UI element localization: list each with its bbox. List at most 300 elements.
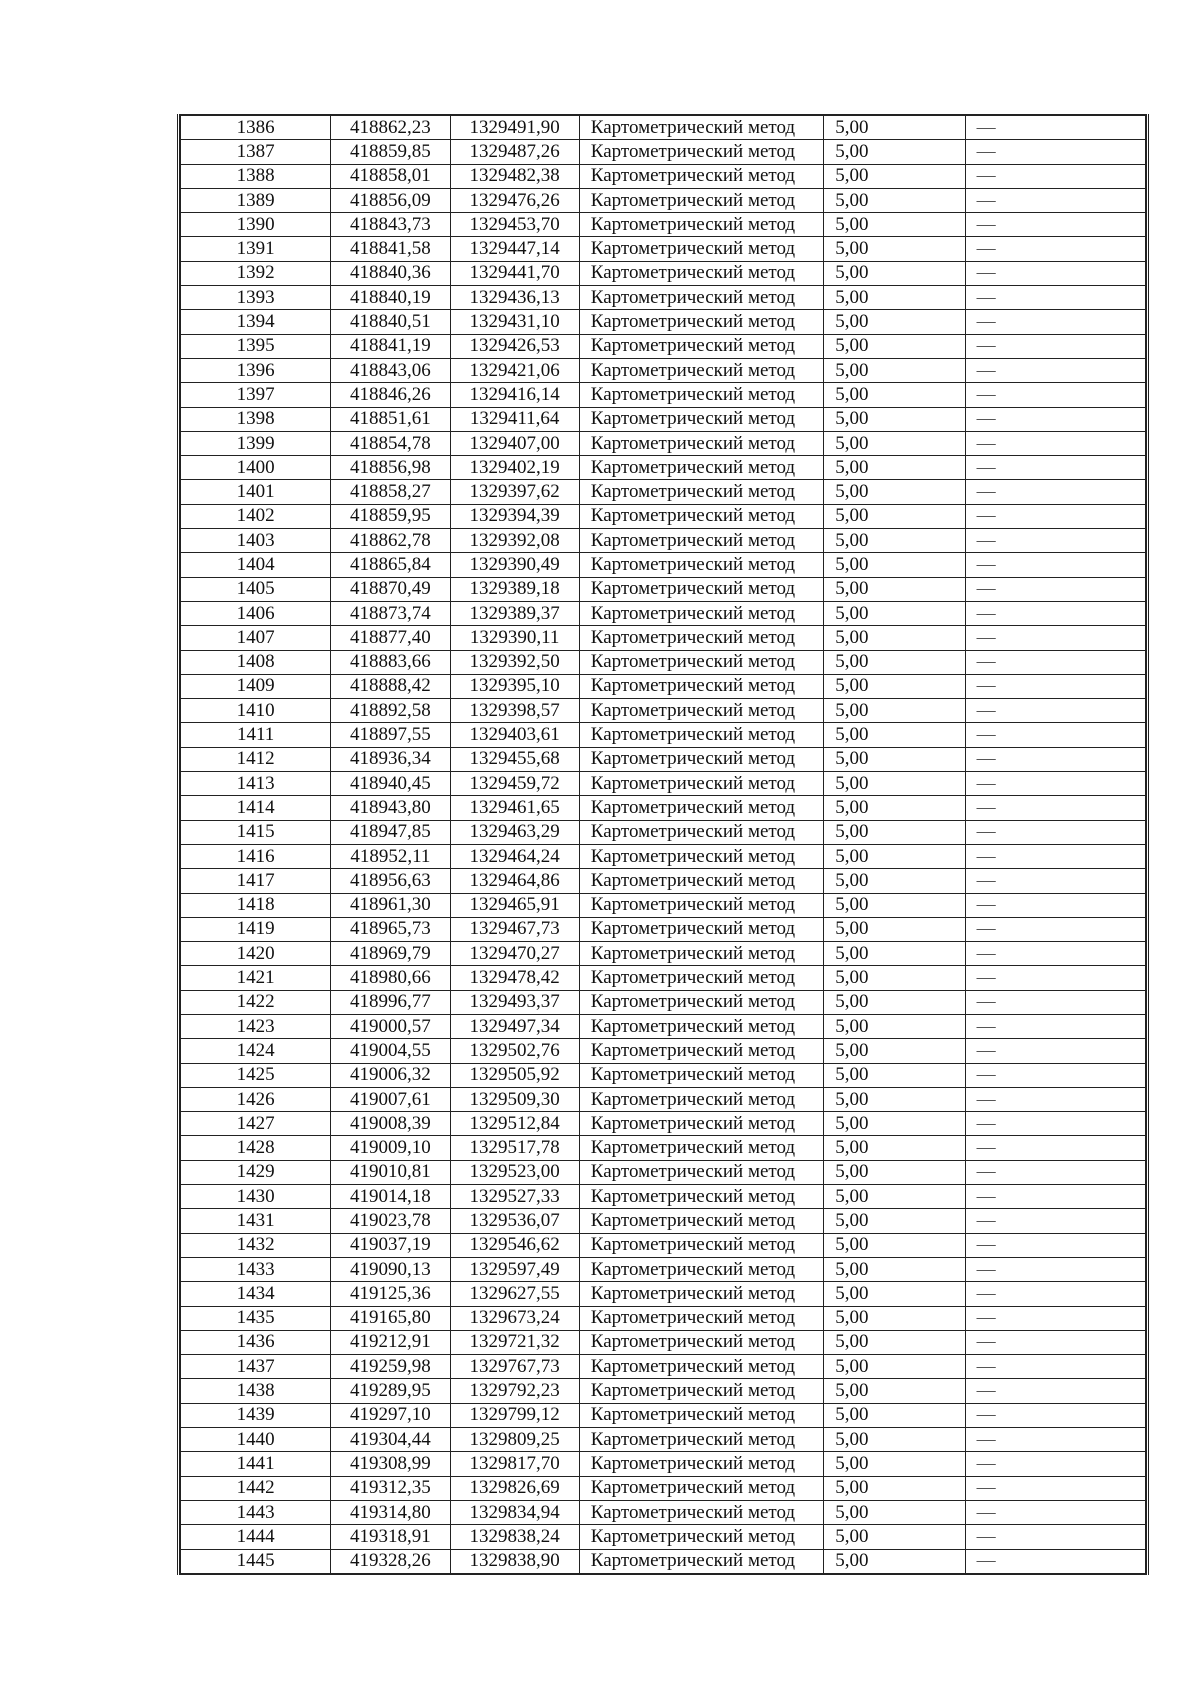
point-number-cell: 1422	[181, 990, 331, 1014]
description-cell: —	[965, 164, 1145, 188]
method-cell: Картометрический метод	[579, 286, 824, 310]
description-cell: —	[965, 942, 1145, 966]
method-cell: Картометрический метод	[579, 747, 824, 771]
description-cell: —	[965, 577, 1145, 601]
y-coordinate-cell: 1329403,61	[450, 723, 579, 747]
table-row	[181, 844, 1146, 868]
y-coordinate-cell: 1329497,34	[450, 1014, 579, 1038]
point-number-cell: 1427	[181, 1112, 331, 1136]
accuracy-cell: 5,00	[824, 261, 965, 285]
description-cell: —	[965, 1039, 1145, 1063]
x-coordinate-cell: 418940,45	[331, 772, 450, 796]
description-cell: —	[965, 1233, 1145, 1257]
accuracy-cell: 5,00	[824, 990, 965, 1014]
x-coordinate-cell: 418862,23	[331, 115, 450, 140]
method-cell: Картометрический метод	[579, 480, 824, 504]
table-row	[181, 1160, 1146, 1184]
point-number-cell: 1444	[181, 1525, 331, 1549]
accuracy-cell: 5,00	[824, 1428, 965, 1452]
x-coordinate-cell: 418840,19	[331, 286, 450, 310]
table-row	[181, 1306, 1146, 1330]
x-coordinate-cell: 418856,98	[331, 456, 450, 480]
method-cell: Картометрический метод	[579, 723, 824, 747]
point-number-cell: 1443	[181, 1500, 331, 1524]
point-number-cell: 1432	[181, 1233, 331, 1257]
description-cell: —	[965, 1306, 1145, 1330]
y-coordinate-cell: 1329389,18	[450, 577, 579, 601]
table-row	[181, 1185, 1146, 1209]
point-number-cell: 1437	[181, 1355, 331, 1379]
method-cell: Картометрический метод	[579, 626, 824, 650]
method-cell: Картометрический метод	[579, 1306, 824, 1330]
description-cell: —	[965, 966, 1145, 990]
point-number-cell: 1392	[181, 261, 331, 285]
method-cell: Картометрический метод	[579, 917, 824, 941]
point-number-cell: 1415	[181, 820, 331, 844]
accuracy-cell: 5,00	[824, 286, 965, 310]
accuracy-cell: 5,00	[824, 1112, 965, 1136]
method-cell: Картометрический метод	[579, 893, 824, 917]
accuracy-cell: 5,00	[824, 431, 965, 455]
description-cell: —	[965, 1112, 1145, 1136]
coordinates-table-frame	[177, 114, 1149, 1575]
method-cell: Картометрический метод	[579, 942, 824, 966]
point-number-cell: 1421	[181, 966, 331, 990]
y-coordinate-cell: 1329505,92	[450, 1063, 579, 1087]
description-cell: —	[965, 626, 1145, 650]
table-row	[181, 650, 1146, 674]
x-coordinate-cell: 418947,85	[331, 820, 450, 844]
x-coordinate-cell: 418897,55	[331, 723, 450, 747]
x-coordinate-cell: 418936,34	[331, 747, 450, 771]
table-row	[181, 772, 1146, 796]
y-coordinate-cell: 1329478,42	[450, 966, 579, 990]
point-number-cell: 1411	[181, 723, 331, 747]
x-coordinate-cell: 419318,91	[331, 1525, 450, 1549]
y-coordinate-cell: 1329817,70	[450, 1452, 579, 1476]
point-number-cell: 1412	[181, 747, 331, 771]
table-row	[181, 1452, 1146, 1476]
x-coordinate-cell: 419125,36	[331, 1282, 450, 1306]
point-number-cell: 1395	[181, 334, 331, 358]
table-row	[181, 601, 1146, 625]
point-number-cell: 1410	[181, 699, 331, 723]
y-coordinate-cell: 1329627,55	[450, 1282, 579, 1306]
x-coordinate-cell: 418840,51	[331, 310, 450, 334]
point-number-cell: 1429	[181, 1160, 331, 1184]
y-coordinate-cell: 1329826,69	[450, 1476, 579, 1500]
table-row	[181, 358, 1146, 382]
accuracy-cell: 5,00	[824, 796, 965, 820]
method-cell: Картометрический метод	[579, 456, 824, 480]
point-number-cell: 1396	[181, 358, 331, 382]
point-number-cell: 1409	[181, 674, 331, 698]
description-cell: —	[965, 213, 1145, 237]
coordinates-table	[180, 114, 1146, 1575]
point-number-cell: 1445	[181, 1549, 331, 1574]
y-coordinate-cell: 1329464,24	[450, 844, 579, 868]
description-cell: —	[965, 310, 1145, 334]
accuracy-cell: 5,00	[824, 723, 965, 747]
point-number-cell: 1405	[181, 577, 331, 601]
method-cell: Картометрический метод	[579, 990, 824, 1014]
point-number-cell: 1400	[181, 456, 331, 480]
method-cell: Картометрический метод	[579, 1452, 824, 1476]
y-coordinate-cell: 1329463,29	[450, 820, 579, 844]
description-cell: —	[965, 407, 1145, 431]
x-coordinate-cell: 419314,80	[331, 1500, 450, 1524]
accuracy-cell: 5,00	[824, 1257, 965, 1281]
accuracy-cell: 5,00	[824, 601, 965, 625]
description-cell: —	[965, 1403, 1145, 1427]
x-coordinate-cell: 419259,98	[331, 1355, 450, 1379]
accuracy-cell: 5,00	[824, 893, 965, 917]
x-coordinate-cell: 418854,78	[331, 431, 450, 455]
accuracy-cell: 5,00	[824, 1063, 965, 1087]
description-cell: —	[965, 1014, 1145, 1038]
point-number-cell: 1388	[181, 164, 331, 188]
y-coordinate-cell: 1329809,25	[450, 1428, 579, 1452]
point-number-cell: 1398	[181, 407, 331, 431]
y-coordinate-cell: 1329397,62	[450, 480, 579, 504]
accuracy-cell: 5,00	[824, 917, 965, 941]
accuracy-cell: 5,00	[824, 1452, 965, 1476]
table-row	[181, 1136, 1146, 1160]
point-number-cell: 1435	[181, 1306, 331, 1330]
point-number-cell: 1440	[181, 1428, 331, 1452]
y-coordinate-cell: 1329455,68	[450, 747, 579, 771]
x-coordinate-cell: 419328,26	[331, 1549, 450, 1574]
accuracy-cell: 5,00	[824, 1500, 965, 1524]
x-coordinate-cell: 418870,49	[331, 577, 450, 601]
y-coordinate-cell: 1329392,08	[450, 529, 579, 553]
y-coordinate-cell: 1329838,90	[450, 1549, 579, 1574]
y-coordinate-cell: 1329838,24	[450, 1525, 579, 1549]
x-coordinate-cell: 418843,06	[331, 358, 450, 382]
point-number-cell: 1441	[181, 1452, 331, 1476]
point-number-cell: 1423	[181, 1014, 331, 1038]
accuracy-cell: 5,00	[824, 1525, 965, 1549]
method-cell: Картометрический метод	[579, 334, 824, 358]
point-number-cell: 1406	[181, 601, 331, 625]
accuracy-cell: 5,00	[824, 1185, 965, 1209]
table-row	[181, 942, 1146, 966]
table-row	[181, 674, 1146, 698]
description-cell: —	[965, 456, 1145, 480]
table-row	[181, 334, 1146, 358]
y-coordinate-cell: 1329395,10	[450, 674, 579, 698]
table-row	[181, 431, 1146, 455]
x-coordinate-cell: 419212,91	[331, 1330, 450, 1354]
y-coordinate-cell: 1329799,12	[450, 1403, 579, 1427]
description-cell: —	[965, 820, 1145, 844]
method-cell: Картометрический метод	[579, 140, 824, 164]
method-cell: Картометрический метод	[579, 1112, 824, 1136]
y-coordinate-cell: 1329721,32	[450, 1330, 579, 1354]
x-coordinate-cell: 418840,36	[331, 261, 450, 285]
table-row	[181, 1112, 1146, 1136]
accuracy-cell: 5,00	[824, 1330, 965, 1354]
y-coordinate-cell: 1329597,49	[450, 1257, 579, 1281]
point-number-cell: 1420	[181, 942, 331, 966]
description-cell: —	[965, 1330, 1145, 1354]
x-coordinate-cell: 419008,39	[331, 1112, 450, 1136]
accuracy-cell: 5,00	[824, 164, 965, 188]
point-number-cell: 1413	[181, 772, 331, 796]
table-row	[181, 1233, 1146, 1257]
x-coordinate-cell: 418943,80	[331, 796, 450, 820]
point-number-cell: 1434	[181, 1282, 331, 1306]
method-cell: Картометрический метод	[579, 310, 824, 334]
accuracy-cell: 5,00	[824, 772, 965, 796]
table-row	[181, 1476, 1146, 1500]
point-number-cell: 1386	[181, 115, 331, 140]
point-number-cell: 1433	[181, 1257, 331, 1281]
y-coordinate-cell: 1329394,39	[450, 504, 579, 528]
y-coordinate-cell: 1329421,06	[450, 358, 579, 382]
accuracy-cell: 5,00	[824, 213, 965, 237]
method-cell: Картометрический метод	[579, 601, 824, 625]
method-cell: Картометрический метод	[579, 115, 824, 140]
x-coordinate-cell: 418888,42	[331, 674, 450, 698]
x-coordinate-cell: 418859,85	[331, 140, 450, 164]
accuracy-cell: 5,00	[824, 1476, 965, 1500]
y-coordinate-cell: 1329461,65	[450, 796, 579, 820]
y-coordinate-cell: 1329546,62	[450, 1233, 579, 1257]
table-row	[181, 990, 1146, 1014]
accuracy-cell: 5,00	[824, 650, 965, 674]
y-coordinate-cell: 1329527,33	[450, 1185, 579, 1209]
point-number-cell: 1391	[181, 237, 331, 261]
y-coordinate-cell: 1329389,37	[450, 601, 579, 625]
accuracy-cell: 5,00	[824, 674, 965, 698]
method-cell: Картометрический метод	[579, 966, 824, 990]
x-coordinate-cell: 418858,27	[331, 480, 450, 504]
method-cell: Картометрический метод	[579, 261, 824, 285]
table-row	[181, 820, 1146, 844]
table-row	[181, 1087, 1146, 1111]
accuracy-cell: 5,00	[824, 140, 965, 164]
x-coordinate-cell: 418862,78	[331, 529, 450, 553]
x-coordinate-cell: 419023,78	[331, 1209, 450, 1233]
method-cell: Картометрический метод	[579, 504, 824, 528]
method-cell: Картометрический метод	[579, 1330, 824, 1354]
point-number-cell: 1436	[181, 1330, 331, 1354]
table-row	[181, 213, 1146, 237]
point-number-cell: 1402	[181, 504, 331, 528]
table-row	[181, 966, 1146, 990]
x-coordinate-cell: 419289,95	[331, 1379, 450, 1403]
accuracy-cell: 5,00	[824, 188, 965, 212]
description-cell: —	[965, 140, 1145, 164]
y-coordinate-cell: 1329390,49	[450, 553, 579, 577]
y-coordinate-cell: 1329426,53	[450, 334, 579, 358]
method-cell: Картометрический метод	[579, 553, 824, 577]
y-coordinate-cell: 1329834,94	[450, 1500, 579, 1524]
method-cell: Картометрический метод	[579, 1379, 824, 1403]
accuracy-cell: 5,00	[824, 1014, 965, 1038]
method-cell: Картометрический метод	[579, 1282, 824, 1306]
y-coordinate-cell: 1329792,23	[450, 1379, 579, 1403]
table-row	[181, 286, 1146, 310]
description-cell: —	[965, 699, 1145, 723]
point-number-cell: 1393	[181, 286, 331, 310]
table-row	[181, 1525, 1146, 1549]
point-number-cell: 1430	[181, 1185, 331, 1209]
accuracy-cell: 5,00	[824, 1306, 965, 1330]
point-number-cell: 1438	[181, 1379, 331, 1403]
method-cell: Картометрический метод	[579, 1525, 824, 1549]
description-cell: —	[965, 1160, 1145, 1184]
accuracy-cell: 5,00	[824, 334, 965, 358]
coordinates-table-body	[181, 115, 1146, 1574]
x-coordinate-cell: 418952,11	[331, 844, 450, 868]
method-cell: Картометрический метод	[579, 1136, 824, 1160]
point-number-cell: 1424	[181, 1039, 331, 1063]
description-cell: —	[965, 286, 1145, 310]
x-coordinate-cell: 418841,58	[331, 237, 450, 261]
method-cell: Картометрический метод	[579, 1160, 824, 1184]
accuracy-cell: 5,00	[824, 966, 965, 990]
y-coordinate-cell: 1329392,50	[450, 650, 579, 674]
x-coordinate-cell: 418865,84	[331, 553, 450, 577]
point-number-cell: 1399	[181, 431, 331, 455]
point-number-cell: 1407	[181, 626, 331, 650]
y-coordinate-cell: 1329767,73	[450, 1355, 579, 1379]
y-coordinate-cell: 1329470,27	[450, 942, 579, 966]
x-coordinate-cell: 418965,73	[331, 917, 450, 941]
table-row	[181, 869, 1146, 893]
description-cell: —	[965, 674, 1145, 698]
y-coordinate-cell: 1329464,86	[450, 869, 579, 893]
method-cell: Картометрический метод	[579, 1403, 824, 1427]
point-number-cell: 1442	[181, 1476, 331, 1500]
method-cell: Картометрический метод	[579, 1185, 824, 1209]
x-coordinate-cell: 419304,44	[331, 1428, 450, 1452]
accuracy-cell: 5,00	[824, 407, 965, 431]
accuracy-cell: 5,00	[824, 115, 965, 140]
table-row	[181, 310, 1146, 334]
accuracy-cell: 5,00	[824, 1160, 965, 1184]
accuracy-cell: 5,00	[824, 358, 965, 382]
method-cell: Картометрический метод	[579, 577, 824, 601]
point-number-cell: 1417	[181, 869, 331, 893]
description-cell: —	[965, 431, 1145, 455]
table-row	[181, 115, 1146, 140]
method-cell: Картометрический метод	[579, 1428, 824, 1452]
accuracy-cell: 5,00	[824, 1233, 965, 1257]
x-coordinate-cell: 418859,95	[331, 504, 450, 528]
x-coordinate-cell: 418858,01	[331, 164, 450, 188]
description-cell: —	[965, 1136, 1145, 1160]
y-coordinate-cell: 1329411,64	[450, 407, 579, 431]
point-number-cell: 1425	[181, 1063, 331, 1087]
description-cell: —	[965, 188, 1145, 212]
accuracy-cell: 5,00	[824, 456, 965, 480]
x-coordinate-cell: 418841,19	[331, 334, 450, 358]
description-cell: —	[965, 917, 1145, 941]
point-number-cell: 1439	[181, 1403, 331, 1427]
y-coordinate-cell: 1329459,72	[450, 772, 579, 796]
x-coordinate-cell: 418873,74	[331, 601, 450, 625]
x-coordinate-cell: 418846,26	[331, 383, 450, 407]
description-cell: —	[965, 504, 1145, 528]
method-cell: Картометрический метод	[579, 383, 824, 407]
table-row	[181, 261, 1146, 285]
accuracy-cell: 5,00	[824, 942, 965, 966]
accuracy-cell: 5,00	[824, 383, 965, 407]
y-coordinate-cell: 1329476,26	[450, 188, 579, 212]
point-number-cell: 1408	[181, 650, 331, 674]
x-coordinate-cell: 419037,19	[331, 1233, 450, 1257]
y-coordinate-cell: 1329398,57	[450, 699, 579, 723]
x-coordinate-cell: 419010,81	[331, 1160, 450, 1184]
x-coordinate-cell: 418877,40	[331, 626, 450, 650]
description-cell: —	[965, 1257, 1145, 1281]
table-row	[181, 407, 1146, 431]
description-cell: —	[965, 1549, 1145, 1574]
method-cell: Картометрический метод	[579, 1549, 824, 1574]
x-coordinate-cell: 419014,18	[331, 1185, 450, 1209]
y-coordinate-cell: 1329523,00	[450, 1160, 579, 1184]
description-cell: —	[965, 723, 1145, 747]
description-cell: —	[965, 261, 1145, 285]
table-row	[181, 1330, 1146, 1354]
y-coordinate-cell: 1329431,10	[450, 310, 579, 334]
table-row	[181, 1500, 1146, 1524]
point-number-cell: 1426	[181, 1087, 331, 1111]
accuracy-cell: 5,00	[824, 1209, 965, 1233]
x-coordinate-cell: 419090,13	[331, 1257, 450, 1281]
method-cell: Картометрический метод	[579, 164, 824, 188]
accuracy-cell: 5,00	[824, 1087, 965, 1111]
table-row	[181, 529, 1146, 553]
y-coordinate-cell: 1329673,24	[450, 1306, 579, 1330]
method-cell: Картометрический метод	[579, 650, 824, 674]
method-cell: Картометрический метод	[579, 1355, 824, 1379]
table-row	[181, 1039, 1146, 1063]
method-cell: Картометрический метод	[579, 699, 824, 723]
accuracy-cell: 5,00	[824, 1136, 965, 1160]
y-coordinate-cell: 1329491,90	[450, 115, 579, 140]
point-number-cell: 1416	[181, 844, 331, 868]
accuracy-cell: 5,00	[824, 820, 965, 844]
description-cell: —	[965, 1500, 1145, 1524]
accuracy-cell: 5,00	[824, 529, 965, 553]
table-row	[181, 553, 1146, 577]
description-cell: —	[965, 237, 1145, 261]
method-cell: Картометрический метод	[579, 1476, 824, 1500]
table-row	[181, 504, 1146, 528]
accuracy-cell: 5,00	[824, 747, 965, 771]
method-cell: Картометрический метод	[579, 844, 824, 868]
method-cell: Картометрический метод	[579, 188, 824, 212]
description-cell: —	[965, 1282, 1145, 1306]
table-row	[181, 1355, 1146, 1379]
description-cell: —	[965, 844, 1145, 868]
x-coordinate-cell: 418996,77	[331, 990, 450, 1014]
point-number-cell: 1418	[181, 893, 331, 917]
y-coordinate-cell: 1329465,91	[450, 893, 579, 917]
table-row	[181, 1209, 1146, 1233]
x-coordinate-cell: 419004,55	[331, 1039, 450, 1063]
method-cell: Картометрический метод	[579, 1257, 824, 1281]
y-coordinate-cell: 1329536,07	[450, 1209, 579, 1233]
method-cell: Картометрический метод	[579, 1063, 824, 1087]
y-coordinate-cell: 1329441,70	[450, 261, 579, 285]
accuracy-cell: 5,00	[824, 1403, 965, 1427]
table-row	[181, 796, 1146, 820]
